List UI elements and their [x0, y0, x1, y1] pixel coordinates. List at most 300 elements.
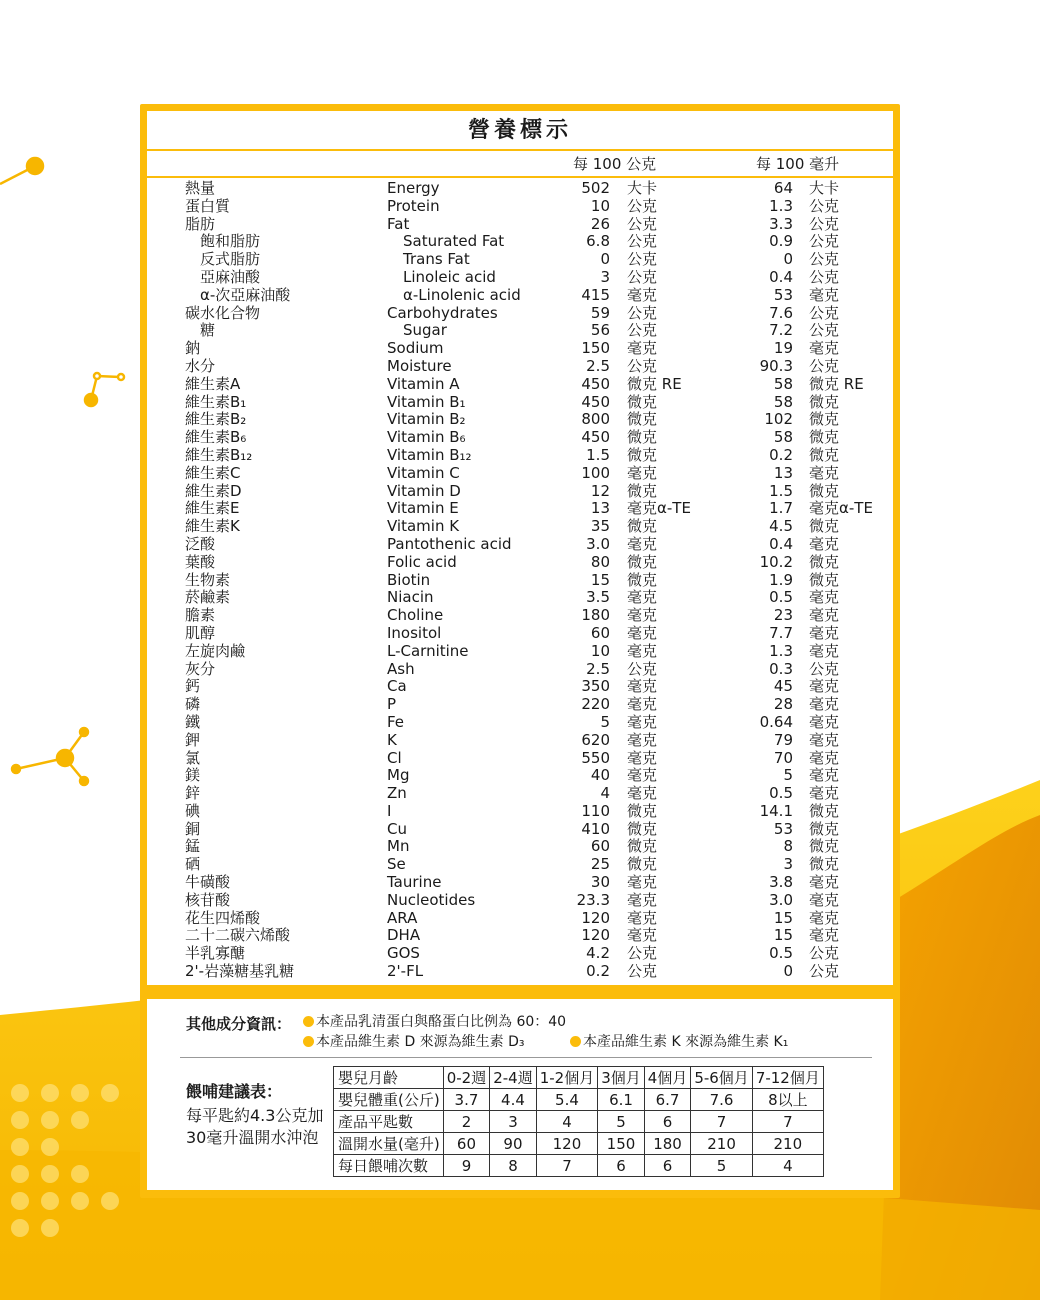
unit-per-100g: 毫克	[627, 606, 658, 625]
feeding-row-header: 嬰兒月齡	[334, 1067, 444, 1089]
nutrient-row	[0, 963, 1040, 981]
nutrient-row	[0, 536, 1040, 554]
value-per-100g: 6.8	[586, 232, 610, 251]
unit-per-100ml: 微克	[809, 392, 840, 411]
value-per-100g: 10	[590, 641, 610, 660]
unit-per-100g: 微克	[627, 428, 658, 447]
unit-per-100ml: 毫克α-TE	[809, 499, 873, 518]
nutrient-row	[0, 465, 1040, 483]
value-per-100ml: 0.5	[769, 784, 793, 803]
unit-per-100ml: 毫克	[809, 339, 840, 358]
feeding-cell: 5.4	[536, 1089, 598, 1111]
nutrient-name-zh: 磷	[185, 695, 201, 714]
unit-per-100g: 微克	[627, 855, 658, 874]
value-per-100g: 13	[590, 499, 610, 518]
nutrient-name-zh: 氯	[185, 748, 201, 767]
nutrient-name-zh: 鈉	[185, 339, 201, 358]
feeding-cell: 210	[691, 1133, 753, 1155]
unit-per-100g: 毫克	[627, 339, 658, 358]
unit-per-100ml: 毫克	[809, 784, 840, 803]
header-divider	[147, 176, 893, 178]
nutrient-name-en: Vitamin B₁₂	[387, 445, 472, 464]
bullet-icon	[570, 1036, 581, 1047]
unit-per-100ml: 微克	[809, 552, 840, 571]
feeding-cell: 90	[490, 1133, 537, 1155]
nutrient-row	[0, 732, 1040, 750]
nutrient-name-zh: 脂肪	[185, 214, 216, 233]
feeding-cell: 5	[691, 1155, 753, 1177]
unit-per-100ml: 微克	[809, 410, 840, 429]
feeding-cell: 7	[752, 1111, 823, 1133]
unit-per-100g: 毫克	[627, 695, 658, 714]
feeding-cell: 4個月	[644, 1067, 691, 1089]
nutrient-name-zh: 鈣	[185, 677, 201, 696]
nutrient-row	[0, 554, 1040, 572]
nutrient-name-en: Sodium	[387, 339, 444, 358]
feeding-cell: 120	[536, 1133, 598, 1155]
nutrient-name-en: P	[387, 695, 397, 714]
unit-per-100ml: 公克	[809, 944, 840, 963]
nutrient-name-en: Cl	[387, 748, 402, 767]
nutrient-name-en: Folic acid	[387, 552, 457, 571]
value-per-100ml: 0.5	[769, 944, 793, 963]
value-per-100g: 3.5	[586, 588, 610, 607]
unit-per-100ml: 毫克	[809, 534, 840, 553]
nutrient-row	[0, 376, 1040, 394]
feeding-cell: 150	[598, 1133, 645, 1155]
value-per-100g: 60	[590, 623, 610, 642]
unit-per-100ml: 毫克	[809, 588, 840, 607]
nutrient-name-en: K	[387, 730, 397, 749]
nutrient-name-zh: 半乳寡醣	[185, 944, 246, 963]
value-per-100ml: 28	[773, 695, 793, 714]
nutrient-name-zh: 灰分	[185, 659, 216, 678]
nutrient-name-en: Linoleic acid	[403, 267, 496, 286]
nutrient-name-en: Sugar	[403, 321, 447, 340]
nutrient-row	[0, 251, 1040, 269]
nutrient-name-en: Moisture	[387, 356, 452, 375]
feeding-cell: 3個月	[598, 1067, 645, 1089]
value-per-100g: 502	[581, 179, 610, 197]
unit-per-100ml: 毫克	[809, 695, 840, 714]
nutrient-name-zh: 葉酸	[185, 552, 216, 571]
value-per-100g: 3.0	[586, 534, 610, 553]
nutrient-name-en: DHA	[387, 926, 421, 945]
nutrient-name-en: Zn	[387, 784, 407, 803]
unit-per-100g: 公克	[627, 962, 658, 981]
unit-per-100g: 毫克	[627, 641, 658, 660]
nutrient-name-en: Inositol	[387, 623, 442, 642]
nutrient-name-en: Cu	[387, 819, 407, 838]
feeding-cell: 6	[644, 1111, 691, 1133]
value-per-100ml: 0.4	[769, 534, 793, 553]
unit-per-100ml: 公克	[809, 214, 840, 233]
unit-per-100g: 公克	[627, 944, 658, 963]
nutrient-row	[0, 607, 1040, 625]
unit-per-100g: 微克	[627, 819, 658, 838]
nutrient-row	[0, 340, 1040, 358]
feeding-row-header: 嬰兒體重(公斤)	[334, 1089, 444, 1111]
value-per-100g: 2.5	[586, 356, 610, 375]
value-per-100g: 60	[590, 837, 610, 856]
value-per-100ml: 15	[773, 908, 793, 927]
nutrient-row	[0, 180, 1040, 198]
nutrient-name-en: I	[387, 801, 392, 820]
feeding-row-header: 產品平匙數	[334, 1111, 444, 1133]
feeding-row	[334, 1133, 824, 1155]
nutrient-name-zh: 熱量	[185, 179, 216, 197]
value-per-100g: 450	[581, 392, 610, 411]
nutrient-row	[0, 803, 1040, 821]
value-per-100ml: 1.7	[769, 499, 793, 518]
unit-per-100ml: 微克	[809, 819, 840, 838]
feeding-note: 每平匙約4.3公克加30毫升溫開水沖泡	[186, 1106, 324, 1147]
feeding-cell: 4	[536, 1111, 598, 1133]
nutrient-name-zh: 菸鹼素	[185, 588, 231, 607]
unit-per-100g: 微克	[627, 517, 658, 536]
unit-per-100ml: 毫克	[809, 890, 840, 909]
value-per-100g: 1.5	[586, 445, 610, 464]
value-per-100ml: 19	[773, 339, 793, 358]
nutrient-row	[0, 447, 1040, 465]
nutrient-row	[0, 927, 1040, 945]
value-per-100ml: 90.3	[759, 356, 793, 375]
unit-per-100ml: 公克	[809, 321, 840, 340]
nutrient-name-en: Fat	[387, 214, 410, 233]
unit-per-100ml: 毫克	[809, 766, 840, 785]
nutrient-name-zh: 膽素	[185, 606, 216, 625]
unit-per-100ml: 毫克	[809, 926, 840, 945]
nutrient-name-zh: 維生素D	[185, 481, 242, 500]
nutrient-row	[0, 892, 1040, 910]
feeding-cell: 1-2個月	[536, 1067, 598, 1089]
nutrient-name-en: L-Carnitine	[387, 641, 469, 660]
unit-per-100ml: 微克	[809, 801, 840, 820]
value-per-100ml: 13	[773, 463, 793, 482]
value-per-100ml: 1.3	[769, 641, 793, 660]
nutrient-name-en: Ca	[387, 677, 407, 696]
unit-per-100g: 公克	[627, 196, 658, 215]
feeding-cell: 6.1	[598, 1089, 645, 1111]
unit-per-100g: 公克	[627, 303, 658, 322]
nutrient-name-en: Vitamin C	[387, 463, 460, 482]
nutrient-name-zh: 碘	[185, 801, 201, 820]
nutrient-name-en: Vitamin A	[387, 374, 460, 393]
value-per-100g: 415	[581, 285, 610, 304]
unit-per-100g: 公克	[627, 356, 658, 375]
nutrient-row	[0, 216, 1040, 234]
unit-per-100g: 公克	[627, 250, 658, 269]
nutrient-name-zh: 維生素A	[185, 374, 241, 393]
nutrient-row	[0, 750, 1040, 768]
unit-per-100g: 毫克	[627, 285, 658, 304]
unit-per-100g: 微克	[627, 552, 658, 571]
unit-per-100ml: 毫克	[809, 748, 840, 767]
nutrient-row	[0, 785, 1040, 803]
nutrient-name-zh: 反式脂肪	[200, 250, 261, 269]
unit-per-100ml: 微克	[809, 517, 840, 536]
unit-per-100g: 毫克	[627, 730, 658, 749]
nutrient-row	[0, 572, 1040, 590]
feeding-cell: 4.4	[490, 1089, 537, 1111]
feeding-cell: 5	[598, 1111, 645, 1133]
value-per-100ml: 0.5	[769, 588, 793, 607]
nutrient-row	[0, 411, 1040, 429]
nutrient-row	[0, 821, 1040, 839]
nutrient-row	[0, 643, 1040, 661]
value-per-100g: 0	[600, 250, 610, 269]
unit-per-100g: 微克	[627, 410, 658, 429]
nutrient-row	[0, 394, 1040, 412]
unit-per-100ml: 毫克	[809, 873, 840, 892]
feeding-row	[334, 1089, 824, 1111]
unit-per-100g: 毫克	[627, 784, 658, 803]
feeding-cell: 6	[598, 1155, 645, 1177]
feeding-cell: 8	[490, 1155, 537, 1177]
section-divider	[180, 1057, 872, 1058]
nutrient-name-zh: 糖	[200, 321, 216, 340]
nutrient-row	[0, 287, 1040, 305]
bullet-icon	[303, 1016, 314, 1027]
value-per-100ml: 4.5	[769, 517, 793, 536]
nutrient-name-zh: 左旋肉鹼	[185, 641, 246, 660]
value-per-100g: 3	[600, 267, 610, 286]
nutrient-name-zh: 鐵	[185, 712, 201, 731]
unit-per-100ml: 毫克	[809, 712, 840, 731]
nutrient-name-en: Niacin	[387, 588, 434, 607]
unit-per-100ml: 毫克	[809, 623, 840, 642]
nutrient-name-en: Mg	[387, 766, 410, 785]
nutrient-name-zh: 生物素	[185, 570, 231, 589]
unit-per-100ml: 微克	[809, 445, 840, 464]
value-per-100g: 12	[590, 481, 610, 500]
nutrient-name-en: Vitamin K	[387, 517, 460, 536]
unit-per-100g: 毫克	[627, 712, 658, 731]
value-per-100ml: 102	[764, 410, 793, 429]
nutrient-name-zh: 維生素B₁	[185, 392, 247, 411]
unit-per-100ml: 微克	[809, 570, 840, 589]
value-per-100ml: 53	[773, 819, 793, 838]
nutrient-name-en: Trans Fat	[403, 250, 470, 269]
feeding-cell: 2	[443, 1111, 490, 1133]
unit-per-100ml: 公克	[809, 196, 840, 215]
nutrient-name-en: Vitamin D	[387, 481, 461, 500]
nutrient-name-zh: 花生四烯酸	[185, 908, 261, 927]
unit-per-100g: 微克	[627, 570, 658, 589]
value-per-100g: 350	[581, 677, 610, 696]
nutrient-name-en: Vitamin B₁	[387, 392, 466, 411]
nutrient-row	[0, 714, 1040, 732]
nutrient-name-zh: 硒	[185, 855, 201, 874]
value-per-100ml: 7.6	[769, 303, 793, 322]
value-per-100g: 150	[581, 339, 610, 358]
value-per-100ml: 3.0	[769, 890, 793, 909]
value-per-100g: 40	[590, 766, 610, 785]
value-per-100g: 4	[600, 784, 610, 803]
unit-per-100g: 毫克	[627, 623, 658, 642]
feeding-cell: 9	[443, 1155, 490, 1177]
value-per-100ml: 0.2	[769, 445, 793, 464]
unit-per-100g: 微克	[627, 392, 658, 411]
value-per-100g: 0.2	[586, 962, 610, 981]
value-per-100g: 15	[590, 570, 610, 589]
unit-per-100ml: 毫克	[809, 641, 840, 660]
feeding-cell: 5-6個月	[691, 1067, 753, 1089]
unit-per-100g: 公克	[627, 214, 658, 233]
nutrient-name-en: Saturated Fat	[403, 232, 505, 251]
nutrient-name-zh: 肌醇	[185, 623, 216, 642]
unit-per-100g: 微克	[627, 481, 658, 500]
nutrient-row	[0, 500, 1040, 518]
unit-per-100ml: 毫克	[809, 677, 840, 696]
unit-per-100ml: 大卡	[809, 179, 840, 197]
unit-per-100g: 毫克	[627, 926, 658, 945]
unit-per-100g: 公克	[627, 321, 658, 340]
nutrient-row	[0, 625, 1040, 643]
value-per-100g: 4.2	[586, 944, 610, 963]
nutrient-name-en: GOS	[387, 944, 420, 963]
unit-per-100g: 公克	[627, 232, 658, 251]
unit-per-100g: 毫克	[627, 766, 658, 785]
value-per-100ml: 14.1	[759, 801, 793, 820]
unit-per-100g: 微克 RE	[627, 374, 682, 393]
unit-per-100g: 毫克	[627, 748, 658, 767]
nutrient-name-zh: 維生素K	[185, 517, 240, 536]
nutrient-name-zh: 亞麻油酸	[200, 267, 261, 286]
nutrient-row	[0, 322, 1040, 340]
feeding-cell: 7-12個月	[752, 1067, 823, 1089]
feeding-cell: 2-4週	[490, 1067, 537, 1089]
feeding-row-header: 溫開水量(毫升)	[334, 1133, 444, 1155]
unit-per-100ml: 公克	[809, 356, 840, 375]
nutrient-name-en: Biotin	[387, 570, 431, 589]
nutrient-name-zh: 維生素E	[185, 499, 240, 518]
value-per-100g: 120	[581, 908, 610, 927]
value-per-100g: 800	[581, 410, 610, 429]
nutrient-row	[0, 518, 1040, 536]
unit-per-100ml: 毫克	[809, 463, 840, 482]
nutrient-row	[0, 429, 1040, 447]
nutrient-name-en: 2'-FL	[387, 962, 424, 981]
other-info-item: 本產品維生素 D 來源為維生素 D₃	[303, 1032, 525, 1052]
value-per-100g: 25	[590, 855, 610, 874]
value-per-100g: 180	[581, 606, 610, 625]
unit-per-100ml: 毫克	[809, 606, 840, 625]
nutrient-name-zh: 泛酸	[185, 534, 216, 553]
nutrient-row	[0, 874, 1040, 892]
unit-per-100g: 公克	[627, 659, 658, 678]
value-per-100ml: 1.9	[769, 570, 793, 589]
unit-per-100ml: 公克	[809, 303, 840, 322]
value-per-100ml: 1.3	[769, 196, 793, 215]
value-per-100ml: 0	[783, 962, 793, 981]
nutrient-name-zh: 水分	[185, 356, 216, 375]
value-per-100ml: 58	[773, 392, 793, 411]
nutrient-row	[0, 678, 1040, 696]
column-header-per-100ml: 每 100 毫升	[756, 155, 840, 173]
nutrient-row	[0, 661, 1040, 679]
unit-per-100g: 微克	[627, 801, 658, 820]
feeding-row	[334, 1067, 824, 1089]
nutrient-name-zh: 鋅	[185, 784, 201, 803]
value-per-100g: 23.3	[576, 890, 610, 909]
feeding-cell: 4	[752, 1155, 823, 1177]
column-header-per-100g: 每 100 公克	[573, 155, 657, 173]
unit-per-100g: 毫克	[627, 534, 658, 553]
nutrient-name-zh: 蛋白質	[185, 196, 231, 215]
value-per-100g: 220	[581, 695, 610, 714]
nutrient-name-en: Choline	[387, 606, 444, 625]
nutrient-table	[0, 180, 1040, 981]
unit-per-100g: 大卡	[627, 179, 658, 197]
nutrient-name-zh: 鎂	[185, 766, 201, 785]
value-per-100ml: 0.64	[759, 712, 793, 731]
value-per-100ml: 0	[783, 250, 793, 269]
nutrient-row	[0, 696, 1040, 714]
unit-per-100ml: 公克	[809, 962, 840, 981]
unit-per-100g: 毫克	[627, 463, 658, 482]
feeding-cell: 3	[490, 1111, 537, 1133]
feeding-table	[333, 1066, 824, 1177]
nutrient-row	[0, 269, 1040, 287]
nutrient-name-zh: α-次亞麻油酸	[200, 285, 291, 304]
value-per-100g: 35	[590, 517, 610, 536]
value-per-100g: 120	[581, 926, 610, 945]
nutrient-name-en: Mn	[387, 837, 410, 856]
feeding-cell: 8以上	[752, 1089, 823, 1111]
value-per-100g: 2.5	[586, 659, 610, 678]
value-per-100ml: 10.2	[759, 552, 793, 571]
feeding-cell: 0-2週	[443, 1067, 490, 1089]
page-title: 營養標示	[147, 111, 893, 151]
bullet-icon	[303, 1036, 314, 1047]
unit-per-100ml: 公克	[809, 250, 840, 269]
value-per-100g: 26	[590, 214, 610, 233]
nutrient-name-en: Vitamin B₂	[387, 410, 466, 429]
value-per-100g: 450	[581, 374, 610, 393]
unit-per-100ml: 微克	[809, 837, 840, 856]
other-info-item: 本產品維生素 K 來源為維生素 K₁	[570, 1032, 788, 1052]
value-per-100ml: 23	[773, 606, 793, 625]
value-per-100ml: 5	[783, 766, 793, 785]
value-per-100ml: 7.2	[769, 321, 793, 340]
nutrient-row	[0, 589, 1040, 607]
value-per-100ml: 15	[773, 926, 793, 945]
value-per-100g: 620	[581, 730, 610, 749]
nutrient-name-zh: 維生素B₁₂	[185, 445, 253, 464]
nutrient-name-zh: 鉀	[185, 730, 201, 749]
nutrient-name-zh: 維生素B₆	[185, 428, 247, 447]
nutrient-name-zh: 銅	[185, 819, 201, 838]
nutrient-name-en: Protein	[387, 196, 440, 215]
value-per-100ml: 7.7	[769, 623, 793, 642]
feeding-row	[334, 1111, 824, 1133]
nutrient-row	[0, 945, 1040, 963]
unit-per-100g: 毫克	[627, 890, 658, 909]
nutrient-name-en: Nucleotides	[387, 890, 476, 909]
nutrient-name-zh: 錳	[185, 837, 201, 856]
value-per-100g: 80	[590, 552, 610, 571]
nutrient-name-zh: 維生素B₂	[185, 410, 247, 429]
unit-per-100g: 毫克	[627, 873, 658, 892]
unit-per-100ml: 公克	[809, 267, 840, 286]
unit-per-100g: 毫克	[627, 677, 658, 696]
nutrient-row	[0, 233, 1040, 251]
nutrient-name-en: Vitamin B₆	[387, 428, 466, 447]
value-per-100g: 410	[581, 819, 610, 838]
value-per-100g: 30	[590, 873, 610, 892]
unit-per-100g: 毫克	[627, 908, 658, 927]
